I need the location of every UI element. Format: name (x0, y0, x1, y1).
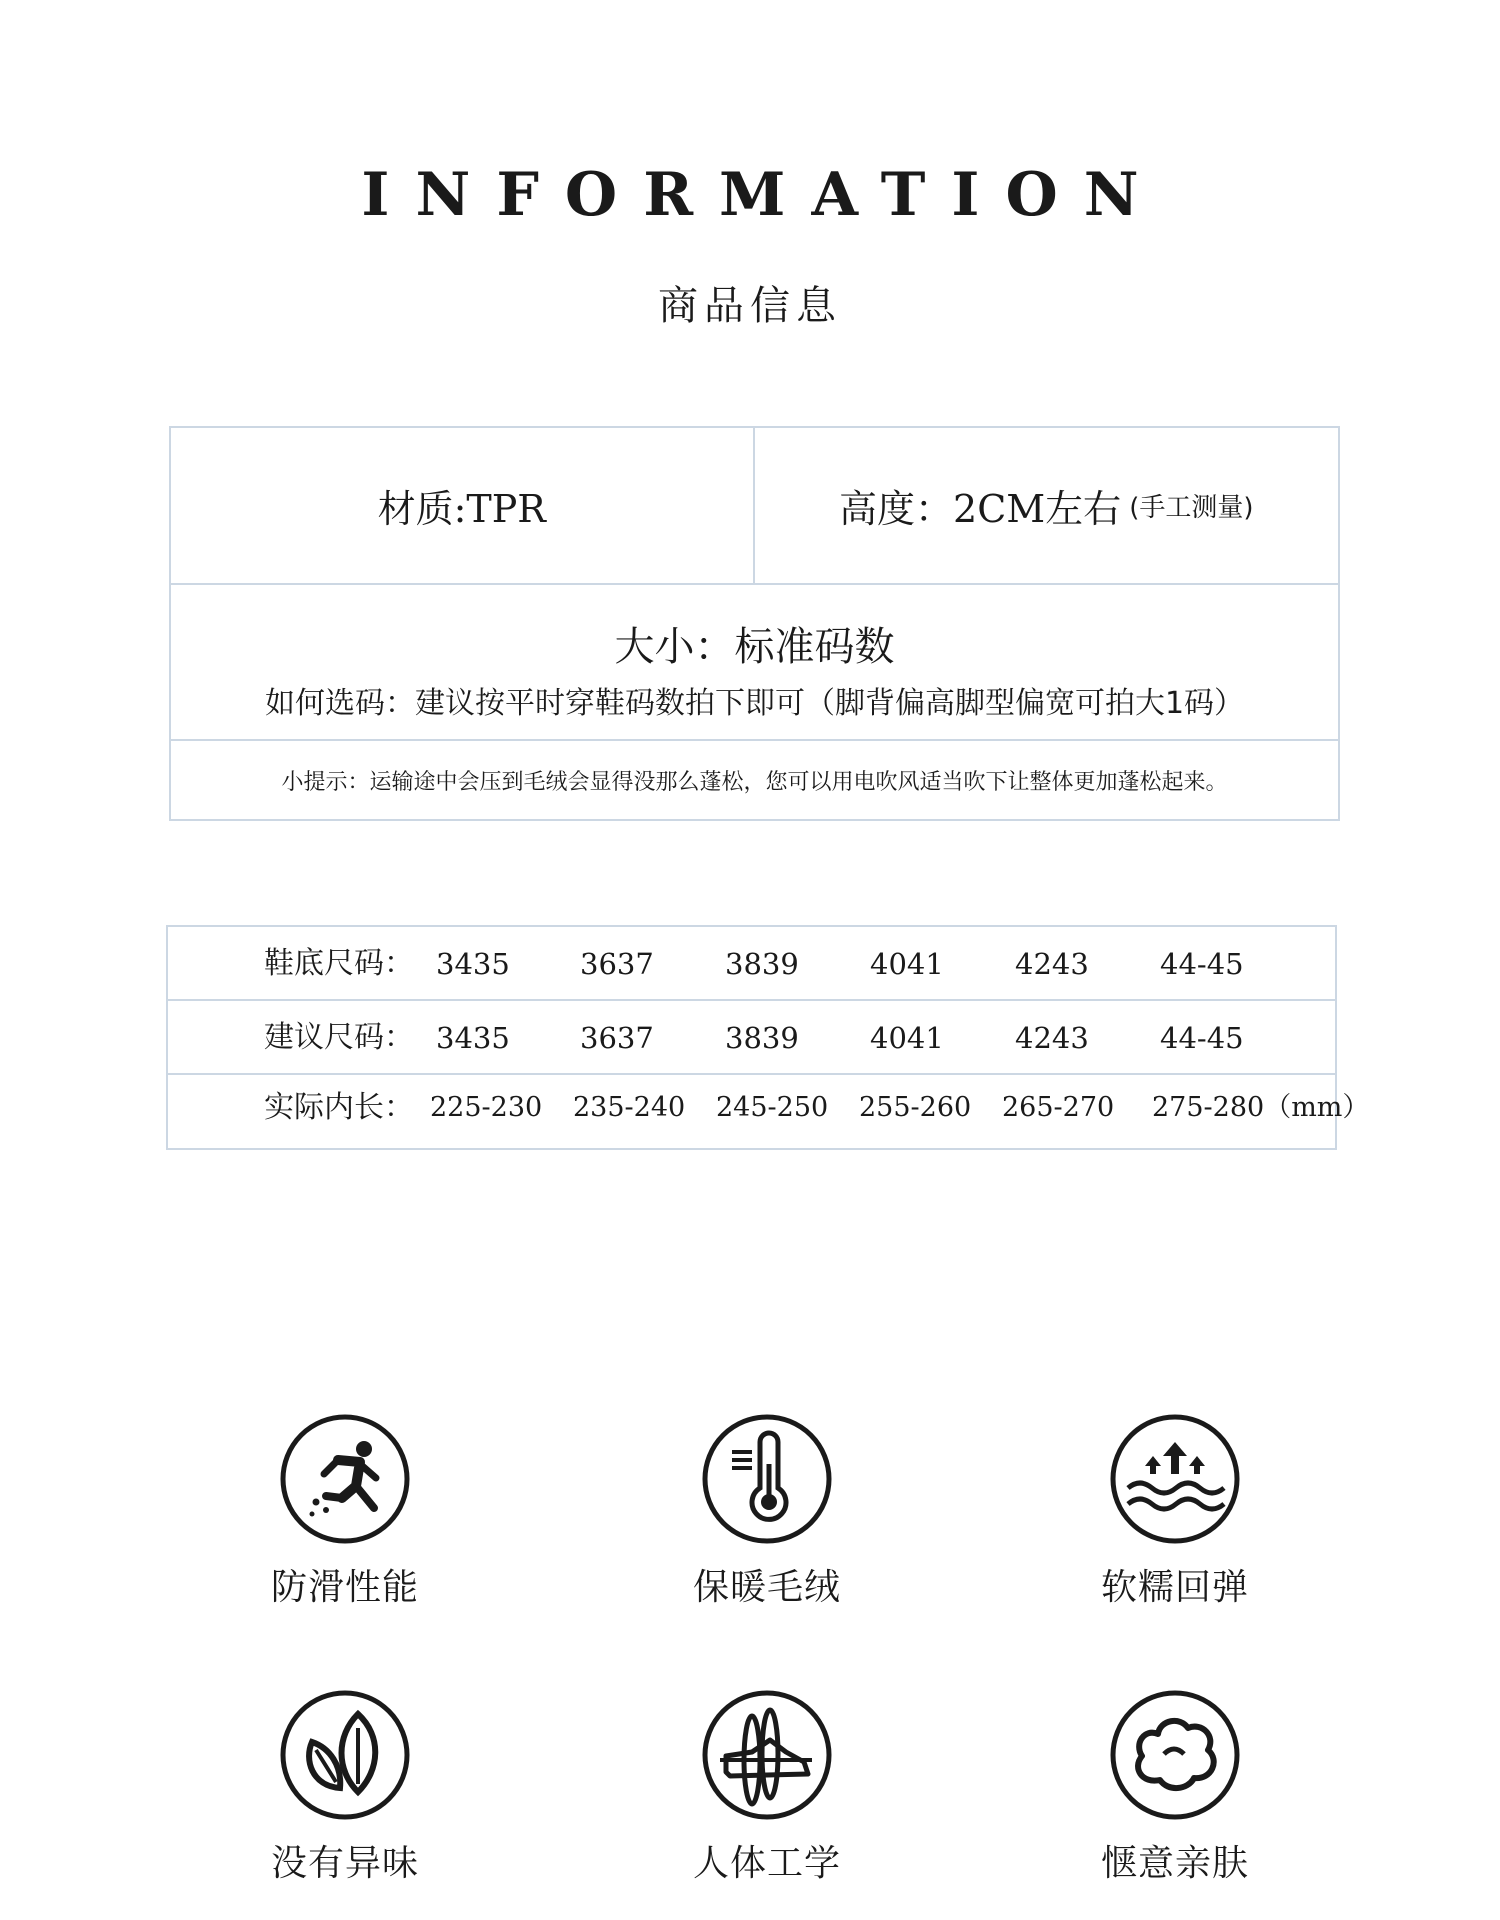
feature-label: 软糯回弹 (1100, 1567, 1249, 1608)
material-cell (171, 428, 755, 583)
table-cell: 4041 (870, 1021, 944, 1055)
page-subtitle: 商品信息 (658, 283, 842, 329)
row-label: 鞋底尺码： (264, 946, 414, 981)
size-text: 大小：标准码数 (614, 624, 895, 670)
table-cell: 3839 (725, 1021, 799, 1055)
thermometer-icon (700, 1412, 834, 1546)
ergonomic-shoe-icon (700, 1688, 834, 1822)
feature-label: 没有异味 (270, 1843, 419, 1884)
table-cell: 225-230 (430, 1092, 543, 1123)
feature-soft-rebound (1075, 1412, 1275, 1610)
material-text: 材质:TPR (377, 487, 546, 531)
table-cell: 3435 (436, 947, 510, 981)
height-cell (755, 428, 1339, 583)
row-label: 建议尺码： (264, 1020, 414, 1055)
feature-label: 保暖毛绒 (692, 1567, 841, 1608)
tip-text: 小提示：运输途中会压到毛绒会显得没那么蓬松，您可以用电吹风适当吹下让整体更加蓬松起来。 (281, 769, 1228, 795)
table-cell: 265-270 (1002, 1092, 1115, 1123)
row-label: 实际内长： (264, 1090, 414, 1125)
feature-label: 人体工学 (692, 1843, 841, 1884)
size-table (166, 925, 1370, 1150)
height-text: 高度：2CM左右 (839, 487, 1122, 531)
feature-no-odor (245, 1688, 445, 1886)
table-row (168, 1075, 1370, 1148)
table-cell: 3435 (436, 1021, 510, 1055)
page-title: INFORMATION (361, 160, 1165, 230)
table-row (168, 1001, 1335, 1075)
size-advice-text: 如何选码：建议按平时穿鞋码数拍下即可（脚背偏高脚型偏宽可拍大1码） (264, 686, 1245, 721)
info-row-material-height (171, 428, 1338, 585)
feature-anti-slip (245, 1412, 445, 1610)
table-cell: 3839 (725, 947, 799, 981)
feature-ergonomic (667, 1688, 867, 1886)
table-cell: 4243 (1015, 947, 1089, 981)
table-cell: 255-260 (859, 1092, 972, 1123)
table-cell: 245-250 (716, 1092, 829, 1123)
feature-skin-friendly (1075, 1688, 1275, 1886)
height-note: (手工测量) (1129, 493, 1254, 523)
table-cell: 235-240 (573, 1092, 686, 1123)
table-cell: 4041 (870, 947, 944, 981)
product-info-table (169, 426, 1340, 821)
cotton-icon (1108, 1688, 1242, 1822)
table-row (168, 927, 1335, 1001)
table-cell: 3637 (580, 947, 654, 981)
table-cell: 44-45 (1160, 1021, 1244, 1055)
feature-label: 惬意亲肤 (1100, 1843, 1249, 1884)
table-cell: 4243 (1015, 1021, 1089, 1055)
table-cell: 3637 (580, 1021, 654, 1055)
rebound-icon (1108, 1412, 1242, 1546)
anti-slip-icon (278, 1412, 412, 1546)
feature-label: 防滑性能 (270, 1567, 419, 1608)
info-row-size (171, 585, 1338, 741)
table-cell: 44-45 (1160, 947, 1244, 981)
leaf-icon (278, 1688, 412, 1822)
feature-warm-plush (667, 1412, 867, 1610)
table-cell: 275-280（mm） (1152, 1092, 1370, 1123)
